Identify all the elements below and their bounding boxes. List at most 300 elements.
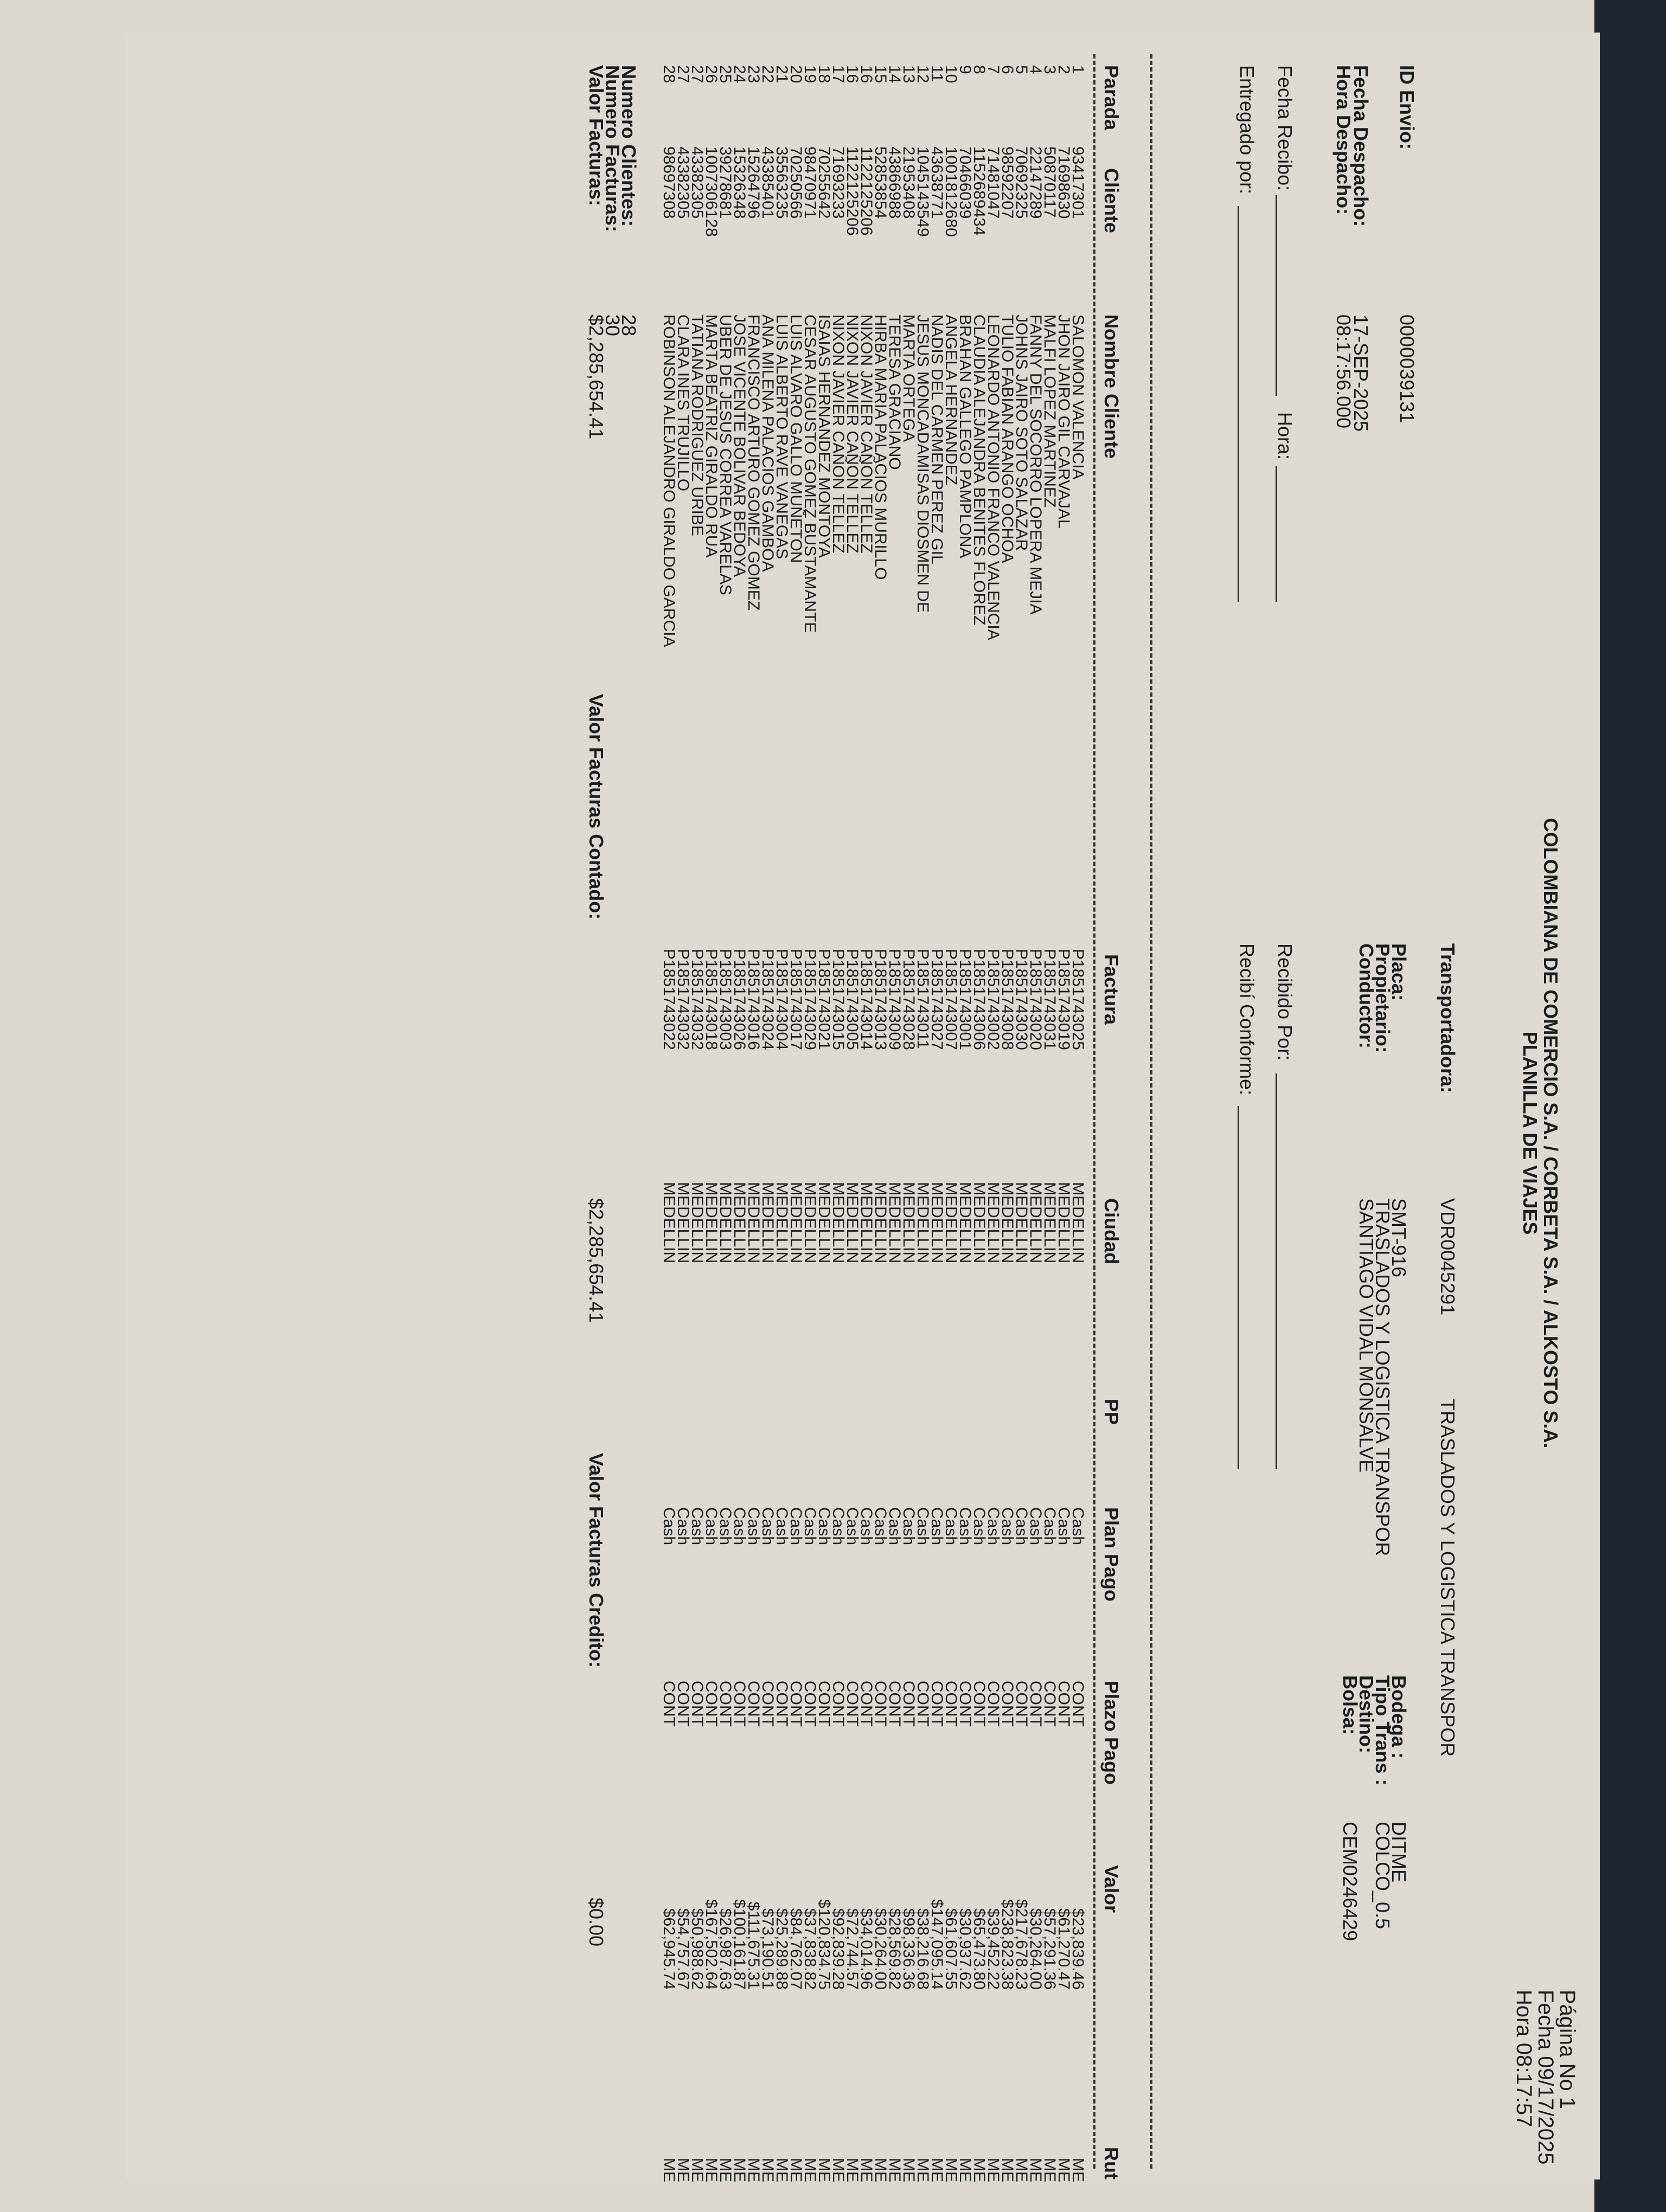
transportadora-label: Transportadora:	[1437, 943, 1459, 1094]
hora-despacho-label: Hora Despacho:	[1332, 65, 1355, 215]
report-title: PLANILLA DE VIAJES	[1519, 1031, 1541, 1235]
hora-despacho-value: 08:17:56.000	[1332, 314, 1355, 429]
cell-valor: $50,988.62	[688, 1908, 706, 1990]
cell-ruta: ME	[801, 2158, 819, 2182]
cell-ruta: ME	[773, 2158, 791, 2182]
cell-cliente: 1152689434	[970, 146, 988, 236]
fecha-despacho-label: Fecha Despacho:	[1350, 65, 1372, 227]
cell-ruta: ME	[815, 2158, 833, 2182]
cell-valor: $98,336.36	[900, 1908, 918, 1990]
cell-nombre: TATIANA RODRIGUEZ URIBE	[688, 314, 706, 536]
cell-valor: $39,452.22	[984, 1908, 1002, 1990]
cell-ciudad: MEDELLIN	[745, 1182, 762, 1264]
fecha-despacho-value: 17-SEP-2025	[1350, 314, 1372, 432]
cell-ruta: ME	[886, 2158, 904, 2182]
cell-plazo: CONT	[759, 1681, 777, 1727]
cell-factura: P1851743032	[674, 949, 692, 1050]
cell-plazo: CONT	[956, 1681, 974, 1727]
cell-plazo: CONT	[1041, 1681, 1059, 1727]
cell-plazo: CONT	[773, 1681, 791, 1727]
cell-plazo: CONT	[674, 1681, 692, 1727]
cell-ciudad: MEDELLIN	[1013, 1182, 1030, 1264]
cell-parada: 21	[773, 65, 791, 83]
cell-valor: $38,216.68	[914, 1908, 932, 1990]
cell-cliente: 1001812680	[942, 146, 960, 237]
cell-plazo: CONT	[998, 1681, 1016, 1727]
cell-parada: 24	[731, 65, 748, 83]
cell-ciudad: MEDELLIN	[759, 1182, 777, 1264]
cell-nombre: NIXON JAVIER CAÑON TELLEZ	[857, 314, 875, 554]
cell-plazo: CONT	[857, 1681, 875, 1727]
table-row	[660, 33, 678, 2182]
cell-plazo: CONT	[702, 1681, 720, 1727]
cell-nombre: ANA MILENA PALACIOS GAMBOA	[759, 314, 777, 572]
cell-valor: $54,757.67	[674, 1908, 692, 1990]
cell-valor: $238,823.38	[998, 1899, 1016, 1990]
cell-valor: $120,834.75	[815, 1899, 833, 1990]
cell-nombre: LUIS ALVARO GALLO MUÑETON	[787, 314, 805, 563]
cell-valor: $100,161.87	[731, 1899, 748, 1990]
cell-ruta: ME	[1069, 2158, 1087, 2182]
cell-ciudad: MEDELLIN	[773, 1182, 791, 1264]
cell-factura: P1851743031	[1041, 949, 1059, 1050]
col-ciudad: Ciudad	[1100, 1198, 1123, 1264]
cell-cliente: 50870117	[1041, 146, 1059, 218]
cell-plazo: CONT	[1027, 1681, 1045, 1727]
entregado-line	[1238, 206, 1239, 602]
col-valor: Valor	[1100, 1865, 1123, 1913]
cell-factura: P1851743011	[914, 949, 932, 1049]
fecha-recibo-line	[1276, 195, 1277, 396]
cell-cliente: 98592207	[998, 146, 1016, 219]
cell-ruta: ME	[956, 2158, 974, 2182]
cell-parada: 28	[660, 65, 678, 83]
cell-ciudad: MEDELLIN	[815, 1182, 833, 1264]
cell-parada: 5	[1013, 65, 1030, 74]
cell-plazo: CONT	[886, 1681, 904, 1727]
cell-ruta: ME	[928, 2158, 946, 2182]
cell-parada: 10	[942, 65, 960, 83]
cell-plazo: CONT	[928, 1681, 946, 1727]
fecha-recibo-label: Fecha Recibo:	[1274, 65, 1296, 191]
cell-nombre: MARTA ORTEGA	[900, 314, 918, 442]
cell-plazo: CONT	[900, 1681, 918, 1727]
recibi-label: Recibí Conforme:	[1236, 943, 1258, 1096]
bolsa-value: CEM0246429	[1339, 1822, 1361, 1941]
cell-nombre: TERESA GRACIANO	[886, 314, 904, 470]
cell-valor: $30,264.00	[1027, 1908, 1045, 1990]
cell-plan: Cash	[1041, 1507, 1059, 1546]
recibi-line	[1238, 1106, 1239, 1469]
cell-valor: $34,014.96	[857, 1908, 875, 1990]
col-parada: Parada	[1100, 65, 1123, 131]
cell-factura: P1851743027	[928, 949, 946, 1050]
cell-parada: 27	[688, 65, 706, 83]
cell-factura: P1851743032	[688, 949, 706, 1050]
cell-parada: 26	[702, 65, 720, 83]
cell-factura: P1851743013	[872, 949, 889, 1050]
cell-plazo: CONT	[829, 1681, 847, 1727]
cell-valor: $147,095.14	[928, 1899, 946, 1990]
cell-ruta: ME	[688, 2158, 706, 2182]
valor-credito-value: $0.00	[585, 1898, 607, 1947]
cell-factura: P1851743019	[1055, 949, 1073, 1050]
cell-ruta: ME	[1027, 2158, 1045, 2182]
transportadora-code: VDR0045291	[1437, 1198, 1459, 1316]
entregado-label: Entregado por:	[1236, 65, 1258, 195]
propietario-value: TRASLADOS Y LOGISTICA TRANSPOR	[1372, 1198, 1394, 1557]
cell-nombre: NIXON JAVIER CAÑON TELLEZ	[843, 314, 861, 554]
cell-parada: 16	[857, 65, 875, 83]
recibido-line	[1276, 1073, 1277, 1469]
cell-ciudad: MEDELLIN	[1069, 1182, 1087, 1264]
cell-ciudad: MEDELLIN	[1055, 1182, 1073, 1264]
cell-ciudad: MEDELLIN	[914, 1182, 932, 1264]
cell-parada: 18	[815, 65, 833, 83]
cell-cliente: 52853854	[872, 146, 889, 219]
cell-valor: $84,762.07	[787, 1908, 805, 1990]
cell-ciudad: MEDELLIN	[843, 1182, 861, 1264]
hora-recibo-line	[1276, 466, 1277, 602]
col-plan: Plan Pago	[1100, 1507, 1123, 1602]
cell-nombre: LUIS ALBERTO RAVE VANEGAS	[773, 314, 791, 560]
cell-nombre: ISAIAS HERNANDEZ MONTOYA	[815, 314, 833, 558]
valor-credito-label: Valor Facturas Credito:	[585, 1453, 607, 1668]
cell-ruta: ME	[716, 2158, 734, 2182]
cell-ciudad: MEDELLIN	[857, 1182, 875, 1264]
id-envio-label: ID Envio:	[1396, 65, 1418, 150]
cell-cliente: 71481047	[984, 146, 1002, 219]
cell-factura: P1851743015	[829, 949, 847, 1050]
cell-plazo: CONT	[984, 1681, 1002, 1727]
cell-ruta: ME	[942, 2158, 960, 2182]
cell-ciudad: MEDELLIN	[886, 1182, 904, 1264]
cell-ciudad: MEDELLIN	[900, 1182, 918, 1264]
cell-ruta: ME	[731, 2158, 748, 2182]
num-facturas-label: Numero Facturas:	[601, 65, 624, 233]
cell-parada: 13	[900, 65, 918, 83]
cell-plazo: CONT	[745, 1681, 762, 1727]
placa-label: Placa:	[1388, 943, 1410, 1001]
cell-plan: Cash	[1013, 1507, 1030, 1546]
cell-ruta: ME	[857, 2158, 875, 2182]
cell-factura: P1851743018	[702, 949, 720, 1050]
cell-nombre: JESUS MONCADAMISAS DIOSMEN DE	[914, 314, 932, 613]
num-facturas-value: 30	[601, 314, 624, 337]
cell-plazo: CONT	[970, 1681, 988, 1727]
cell-ciudad: MEDELLIN	[872, 1182, 889, 1264]
cell-nombre: LEONARDO ANTONIO FRANCO VALENCIA	[984, 314, 1002, 640]
cell-ruta: ME	[745, 2158, 762, 2182]
cell-parada: 11	[928, 65, 946, 82]
bodega-label: Bodega :	[1388, 1675, 1410, 1759]
cell-factura: P1851743026	[731, 949, 748, 1050]
cell-parada: 12	[914, 65, 932, 83]
cell-cliente: 98470971	[801, 146, 819, 219]
col-factura: Factura	[1100, 954, 1123, 1025]
cell-plan: Cash	[970, 1507, 988, 1546]
cell-ruta: ME	[1013, 2158, 1030, 2182]
cell-cliente: 93417301	[1069, 146, 1087, 219]
cell-parada: 19	[801, 65, 819, 83]
cell-ciudad: MEDELLIN	[731, 1182, 748, 1264]
cell-ruta: ME	[702, 2158, 720, 2182]
cell-nombre: SALOMON VALENCIA	[1069, 314, 1087, 480]
cell-plan: Cash	[872, 1507, 889, 1546]
cell-ruta: ME	[829, 2158, 847, 2182]
cell-factura: P1851743029	[801, 949, 819, 1050]
id-envio-value: 0000039131	[1396, 314, 1418, 423]
cell-nombre: JHON JAIRO GIL CARVAJAL	[1055, 314, 1073, 529]
cell-valor: $61,607.55	[942, 1908, 960, 1990]
cell-ciudad: MEDELLIN	[970, 1182, 988, 1264]
cell-ciudad: MEDELLIN	[801, 1182, 819, 1264]
cell-cliente: 43638771	[928, 146, 946, 219]
cell-cliente: 43385401	[759, 146, 777, 219]
cell-factura: P1851743001	[956, 949, 974, 1050]
cell-plan: Cash	[857, 1507, 875, 1546]
cell-parada: 25	[716, 65, 734, 83]
cell-plazo: CONT	[787, 1681, 805, 1727]
cell-plazo: CONT	[914, 1681, 932, 1727]
cell-ruta: ME	[787, 2158, 805, 2182]
cell-plan: Cash	[928, 1507, 946, 1546]
cell-plazo: CONT	[815, 1681, 833, 1727]
tipo-trans-label: Tipo Trans :	[1372, 1675, 1394, 1786]
cell-factura: P1851743004	[773, 949, 791, 1050]
cell-factura: P1851743016	[745, 949, 762, 1050]
cell-ciudad: MEDELLIN	[998, 1182, 1016, 1264]
cell-parada: 16	[843, 65, 861, 83]
cell-ruta: ME	[660, 2158, 678, 2182]
cell-parada: 6	[998, 65, 1016, 74]
cell-plan: Cash	[716, 1507, 734, 1546]
cell-plazo: CONT	[731, 1681, 748, 1727]
cell-valor: $72,744.57	[843, 1908, 861, 1990]
cell-valor: $26,987.63	[716, 1908, 734, 1990]
col-cliente: Cliente	[1100, 168, 1123, 234]
cell-parada: 15	[872, 65, 889, 83]
col-ruta: Rut	[1100, 2147, 1123, 2179]
cell-parada: 27	[674, 65, 692, 83]
cell-cliente: 98697308	[660, 146, 678, 219]
cell-valor: $37,838.82	[801, 1908, 819, 1990]
propietario-label: Propietario:	[1372, 943, 1394, 1053]
cell-plan: Cash	[688, 1507, 706, 1546]
cell-plazo: CONT	[688, 1681, 706, 1727]
cell-ciudad: MEDELLIN	[1041, 1182, 1059, 1264]
cell-ruta: ME	[984, 2158, 1002, 2182]
pagina-value: 1	[1555, 2097, 1579, 2110]
cell-cliente: 1007306128	[702, 146, 720, 237]
placa-value: SMT-916	[1388, 1198, 1410, 1278]
fecha-value: 09/17/2025	[1534, 2056, 1558, 2165]
cell-cliente: 21953408	[900, 146, 918, 219]
cell-parada: 4	[1027, 65, 1045, 74]
cell-factura: P1851743022	[660, 949, 678, 1050]
cell-plan: Cash	[956, 1507, 974, 1546]
cell-plan: Cash	[984, 1507, 1002, 1546]
cell-factura: P1851743005	[843, 949, 861, 1050]
cell-plan: Cash	[886, 1507, 904, 1546]
cell-factura: P1851743008	[998, 949, 1016, 1050]
cell-plan: Cash	[942, 1507, 960, 1546]
cell-plan: Cash	[1055, 1507, 1073, 1546]
cell-nombre: JOSE VICENTE BOLIVAR BEDOYA	[731, 314, 748, 577]
cell-ciudad: MEDELLIN	[956, 1182, 974, 1264]
hora-label: Hora	[1512, 1990, 1536, 2037]
cell-plan: Cash	[829, 1507, 847, 1546]
cell-ciudad: MEDELLIN	[702, 1182, 720, 1264]
cell-plazo: CONT	[801, 1681, 819, 1727]
cell-nombre: MALFI LOPEZ MARTINEZ	[1041, 314, 1059, 508]
cell-plazo: CONT	[1055, 1681, 1073, 1727]
cell-plan: Cash	[660, 1507, 678, 1546]
planilla-sheet	[125, 33, 1600, 2182]
cell-cliente: 43382305	[674, 146, 692, 219]
cell-ciudad: MEDELLIN	[942, 1182, 960, 1264]
cell-cliente: 1122125206	[857, 146, 875, 236]
cell-parada: 2	[1055, 65, 1073, 74]
cell-valor: $28,569.82	[886, 1908, 904, 1990]
cell-ciudad: MEDELLIN	[660, 1182, 678, 1264]
cell-parada: 3	[1041, 65, 1059, 74]
conductor-label: Conductor:	[1355, 943, 1377, 1049]
cell-ruta: ME	[1055, 2158, 1073, 2182]
cell-plazo: CONT	[872, 1681, 889, 1727]
cell-plazo: CONT	[1013, 1681, 1030, 1727]
cell-plazo: CONT	[660, 1681, 678, 1727]
cell-nombre: FRANCISCO ARTURO GOMEZ GOMEZ	[745, 314, 762, 611]
cell-plan: Cash	[900, 1507, 918, 1546]
col-pp: PP	[1100, 1399, 1123, 1425]
cell-valor: $167,502.64	[702, 1899, 720, 1990]
table-header-rule	[1093, 54, 1095, 2169]
cell-valor: $57,291.36	[1041, 1908, 1059, 1990]
cell-ruta: ME	[970, 2158, 988, 2182]
cell-factura: P1851743024	[759, 949, 777, 1050]
cell-cliente: 71698630	[1055, 146, 1073, 219]
cell-plazo: CONT	[716, 1681, 734, 1727]
bolsa-label: Bolsa:	[1339, 1675, 1361, 1735]
cell-nombre: ROBINSON ALEJANDRO GIRALDO GARCIA	[660, 314, 678, 647]
cell-plan: Cash	[843, 1507, 861, 1546]
cell-parada: 20	[787, 65, 805, 83]
conductor-value: SANTIAGO VIDAL MONSALVE	[1355, 1198, 1377, 1473]
cell-factura: P1851743003	[716, 949, 734, 1050]
cell-ruta: ME	[759, 2158, 777, 2182]
cell-factura: P1851743007	[942, 949, 960, 1050]
cell-parada: 1	[1069, 65, 1087, 74]
cell-nombre: JOHNS JAIRO SOTO SALAZAR	[1013, 314, 1030, 551]
cell-ruta: ME	[998, 2158, 1016, 2182]
cell-factura: P1851743028	[900, 949, 918, 1050]
cell-factura: P1851743006	[970, 949, 988, 1050]
cell-valor: $217,678.23	[1013, 1899, 1030, 1990]
cell-plan: Cash	[914, 1507, 932, 1546]
cell-plan: Cash	[998, 1507, 1016, 1546]
cell-ciudad: MEDELLIN	[984, 1182, 1002, 1264]
cell-ciudad: MEDELLIN	[716, 1182, 734, 1264]
cell-cliente: 15326348	[731, 146, 748, 219]
cell-cliente: 39278681	[716, 146, 734, 219]
cell-plazo: CONT	[1069, 1681, 1087, 1727]
cell-cliente: 70255642	[815, 146, 833, 219]
cell-nombre: NIXON JAVIER CAÑON TELLEZ	[829, 314, 847, 554]
cell-ciudad: MEDELLIN	[829, 1182, 847, 1264]
cell-nombre: NADIS DEL CARMEN PEREZ GIL	[928, 314, 946, 564]
page-info	[1513, 1990, 1578, 2165]
cell-valor: $61,270.47	[1055, 1908, 1073, 1990]
company-name: COLOMBIANA DE COMERCIO S.A. / CORBETA S.A. / ALKOSTO S.A.	[1540, 818, 1562, 1449]
cell-parada: 17	[829, 65, 847, 83]
cell-plan: Cash	[759, 1507, 777, 1546]
cell-plan: Cash	[702, 1507, 720, 1546]
cell-nombre: CLARA INES TRUJILLO	[674, 314, 692, 492]
cell-plazo: CONT	[843, 1681, 861, 1727]
cell-cliente: 70692325	[1013, 146, 1030, 219]
cell-factura: P1851743009	[886, 949, 904, 1050]
cell-ciudad: MEDELLIN	[674, 1182, 692, 1264]
cell-cliente: 35563235	[773, 146, 791, 219]
cell-cliente: 70466039	[956, 146, 974, 219]
num-clientes-label: Numero Clientes:	[618, 65, 640, 227]
fecha-label: Fecha	[1534, 1990, 1558, 2050]
hora-value: 08:17:57	[1512, 2042, 1536, 2127]
cell-plan: Cash	[674, 1507, 692, 1546]
cell-ciudad: MEDELLIN	[787, 1182, 805, 1264]
cell-parada: 9	[956, 65, 974, 74]
cell-ciudad: MEDELLIN	[1027, 1182, 1045, 1264]
cell-plan: Cash	[801, 1507, 819, 1546]
cell-factura: P1851743025	[1069, 949, 1087, 1050]
cell-plan: Cash	[787, 1507, 805, 1546]
cell-nombre: HIRBA MARIA PALACIOS MURILLO	[872, 314, 889, 580]
cell-valor: $30,937.62	[956, 1908, 974, 1990]
bodega-value: DITME	[1388, 1822, 1410, 1882]
cell-valor: $30,264.00	[872, 1908, 889, 1990]
cell-factura: P1851743014	[857, 949, 875, 1050]
num-clientes-value: 28	[618, 314, 640, 337]
cell-ruta: ME	[914, 2158, 932, 2182]
cell-cliente: 1045143549	[914, 146, 932, 237]
cell-ruta: ME	[674, 2158, 692, 2182]
cell-parada: 23	[745, 65, 762, 83]
cell-nombre: BRAHAN GALLEGO PAMPLONA	[956, 314, 974, 558]
cell-valor: $62,945.74	[660, 1908, 678, 1990]
cell-cliente: 71693233	[829, 146, 847, 219]
cell-ciudad: MEDELLIN	[928, 1182, 946, 1264]
valor-facturas-value: $2,285,654.41	[585, 314, 607, 440]
cell-cliente: 1122125206	[843, 146, 861, 236]
cell-factura: P1851743002	[984, 949, 1002, 1050]
tipo-trans-value: COLCO_0.5	[1372, 1822, 1394, 1930]
cell-factura: P1851743021	[815, 949, 833, 1050]
cell-ruta: ME	[872, 2158, 889, 2182]
cell-plan: Cash	[1069, 1507, 1087, 1546]
col-nombre: Nombre Cliente	[1100, 314, 1123, 459]
cell-valor: $111,675.31	[745, 1901, 762, 1990]
valor-contado-label: Valor Facturas Contado:	[585, 694, 607, 920]
cell-valor: $73,190.51	[759, 1908, 777, 1990]
cell-ruta: ME	[900, 2158, 918, 2182]
cell-valor: $65,473.80	[970, 1908, 988, 1990]
cell-plan: Cash	[815, 1507, 833, 1546]
cell-cliente: 43382305	[688, 146, 706, 219]
cell-plan: Cash	[731, 1507, 748, 1546]
cell-cliente: 22147289	[1027, 146, 1045, 219]
cell-nombre: CESAR AUGUSTO GOMEZ BUSTAMANTE	[801, 314, 819, 633]
